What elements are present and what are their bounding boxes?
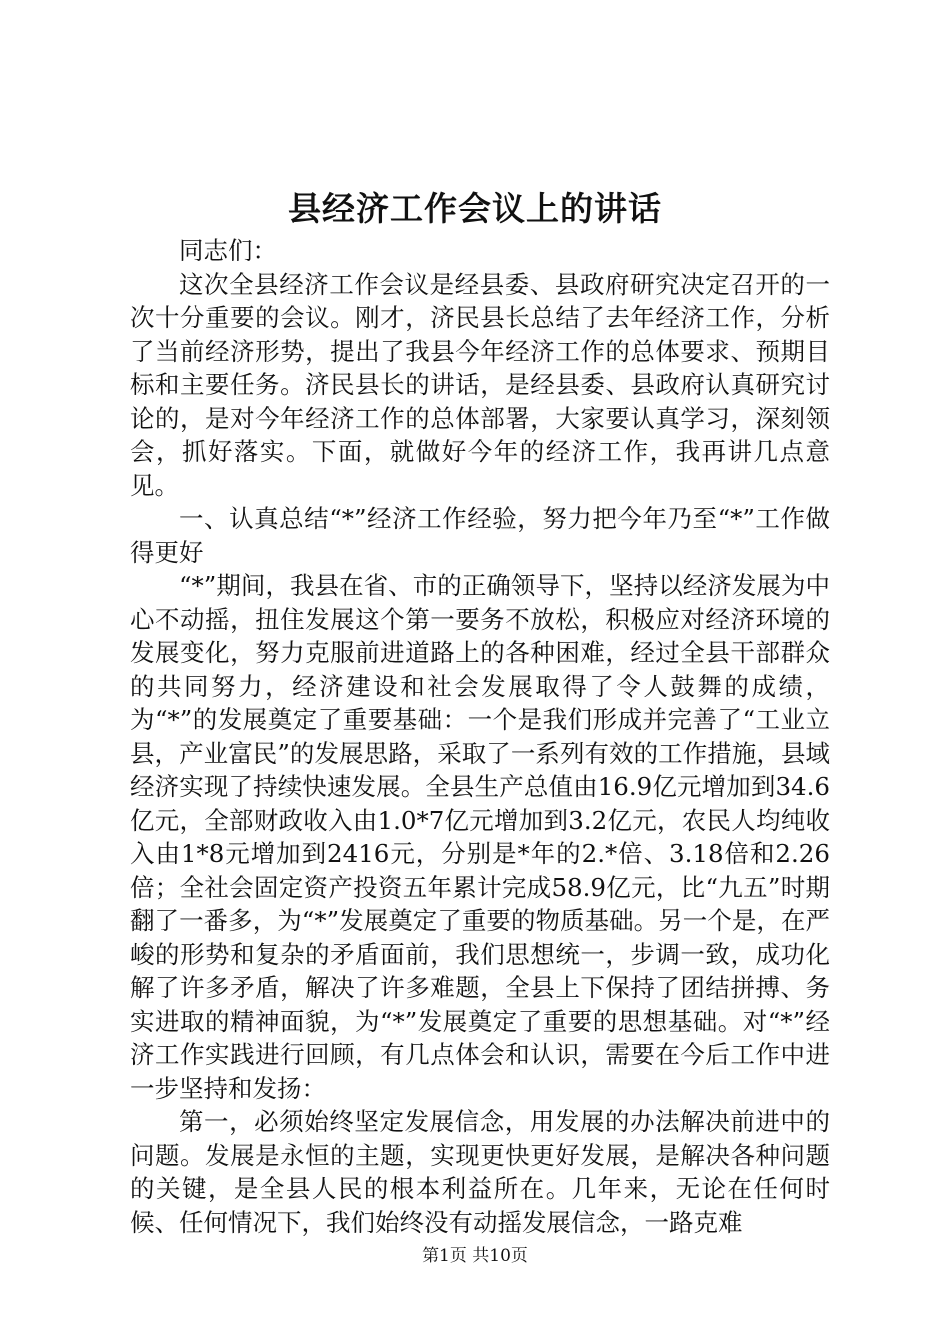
- section-heading-1: 一、认真总结“*”经济工作经验，努力把今年乃至“*”工作做得更好: [130, 504, 830, 567]
- document-title: 县经济工作会议上的讲话: [288, 189, 662, 228]
- salutation: 同志们：: [179, 236, 277, 265]
- page-footer: 第1页 共10页: [422, 1246, 528, 1266]
- paragraph-first-point: 第一，必须始终坚定发展信念，用发展的办法解决前进中的问题。发展是永恒的主题，实现更快更好发展，是解决各种问题的关键，是全县人民的根本利益所在。几年来，无论在任何时候、任何情况下，我们始终没有动摇发展信念，一路克难: [130, 1107, 830, 1237]
- paragraph-intro: 这次全县经济工作会议是经县委、县政府研究决定召开的一次十分重要的会议。刚才，济民县长总结了去年经济工作，分析了当前经济形势，提出了我县今年经济工作的总体要求、预期目标和主要任务。济民县长的讲话，是经县委、县政府认真研究讨论的，是对今年经济工作的总体部署，大家要认真学习，深刻领会，抓好落实。下面，就做好今年的经济工作，我再讲几点意见。: [130, 269, 830, 500]
- paragraph-review: “*”期间，我县在省、市的正确领导下，坚持以经济发展为中心不动摇，扭住发展这个第一要务不放松，积极应对经济环境的发展变化，努力克服前进道路上的各种困难，经过全县干部群众的共同努力，经济建设和社会发展取得了令人鼓舞的成绩，为“*”的发展奠定了重要基础：一个是我们形成并完善了“工业立县，产业富民”的发展思路，采取了一系列有效的工作措施，县域经济实现了持续快速发展。全县生产总值由16.9亿元增加到34.6亿元，全部财政收入由1.0*7亿元增加到3.2亿元，农民人均纯收入由1*8元增加到2416元，分别是*年的2.*倍、3.18倍和2.26倍；全社会固定资产投资五年累计完成58.9亿元，比“九五”时期翻了一番多，为“*”发展奠定了重要的物质基础。另一个是，在严峻的形势和复杂的矛盾面前，我们思想统一，步调一致，成功化解了许多矛盾，解决了许多难题，全县上下保持了团结拼搏、务实进取的精神面貌，为“*”发展奠定了重要的思想基础。对“*”经济工作实践进行回顾，有几点体会和认识，需要在今后工作中进一步坚持和发扬：: [130, 571, 830, 1103]
- document-body: [130, 234, 830, 1239]
